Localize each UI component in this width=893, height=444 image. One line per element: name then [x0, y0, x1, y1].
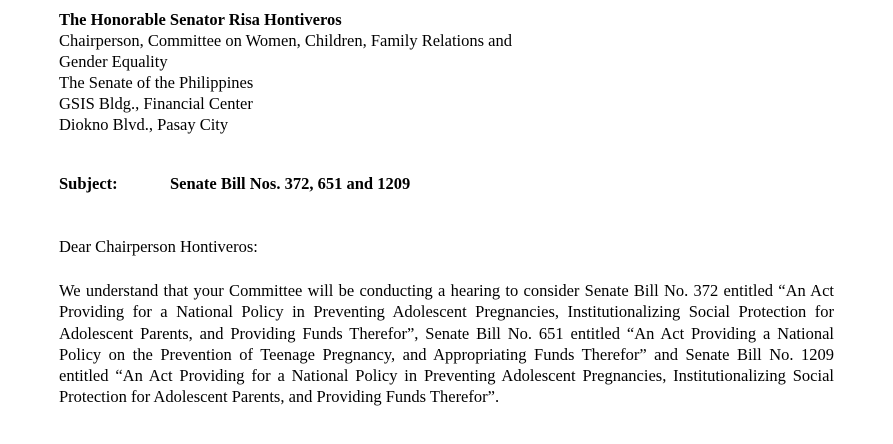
addressee-line-3: The Senate of the Philippines	[59, 73, 254, 92]
body-paragraph: We understand that your Committee will be conducting a hearing to consider Senate Bill No. 372 entitled “An Act Providing for a National Policy in Preventing Adolescent Pregnancies, Institutionalizing Social Protection for Adolescent Parents, and Providing Funds Therefor”, Senate Bill No. 651 entitled “An Act Providing a National Policy on the Prevention of Teenage Pregnancy, and Appropriating Funds Therefor” and Senate Bill No. 1209 entitled “An Act Providing for a National Policy in Preventing Adolescent Pregnancies, Institutionalizing Social Protection for Adolescent Parents, and Providing Funds Therefor”.	[59, 281, 834, 407]
addressee-line-1: Chairperson, Committee on Women, Children, Family Relations and	[59, 31, 512, 50]
subject-value: Senate Bill Nos. 372, 651 and 1209	[170, 174, 411, 193]
subject-label: Subject:	[59, 174, 118, 193]
salutation: Dear Chairperson Hontiveros:	[59, 237, 258, 256]
addressee-name: The Honorable Senator Risa Hontiveros	[59, 10, 342, 29]
addressee-line-4: GSIS Bldg., Financial Center	[59, 94, 253, 113]
addressee-line-2: Gender Equality	[59, 52, 168, 71]
addressee-line-5: Diokno Blvd., Pasay City	[59, 115, 229, 134]
subject-row	[59, 173, 834, 194]
addressee-block	[59, 9, 834, 135]
letter-body-container	[59, 0, 834, 408]
